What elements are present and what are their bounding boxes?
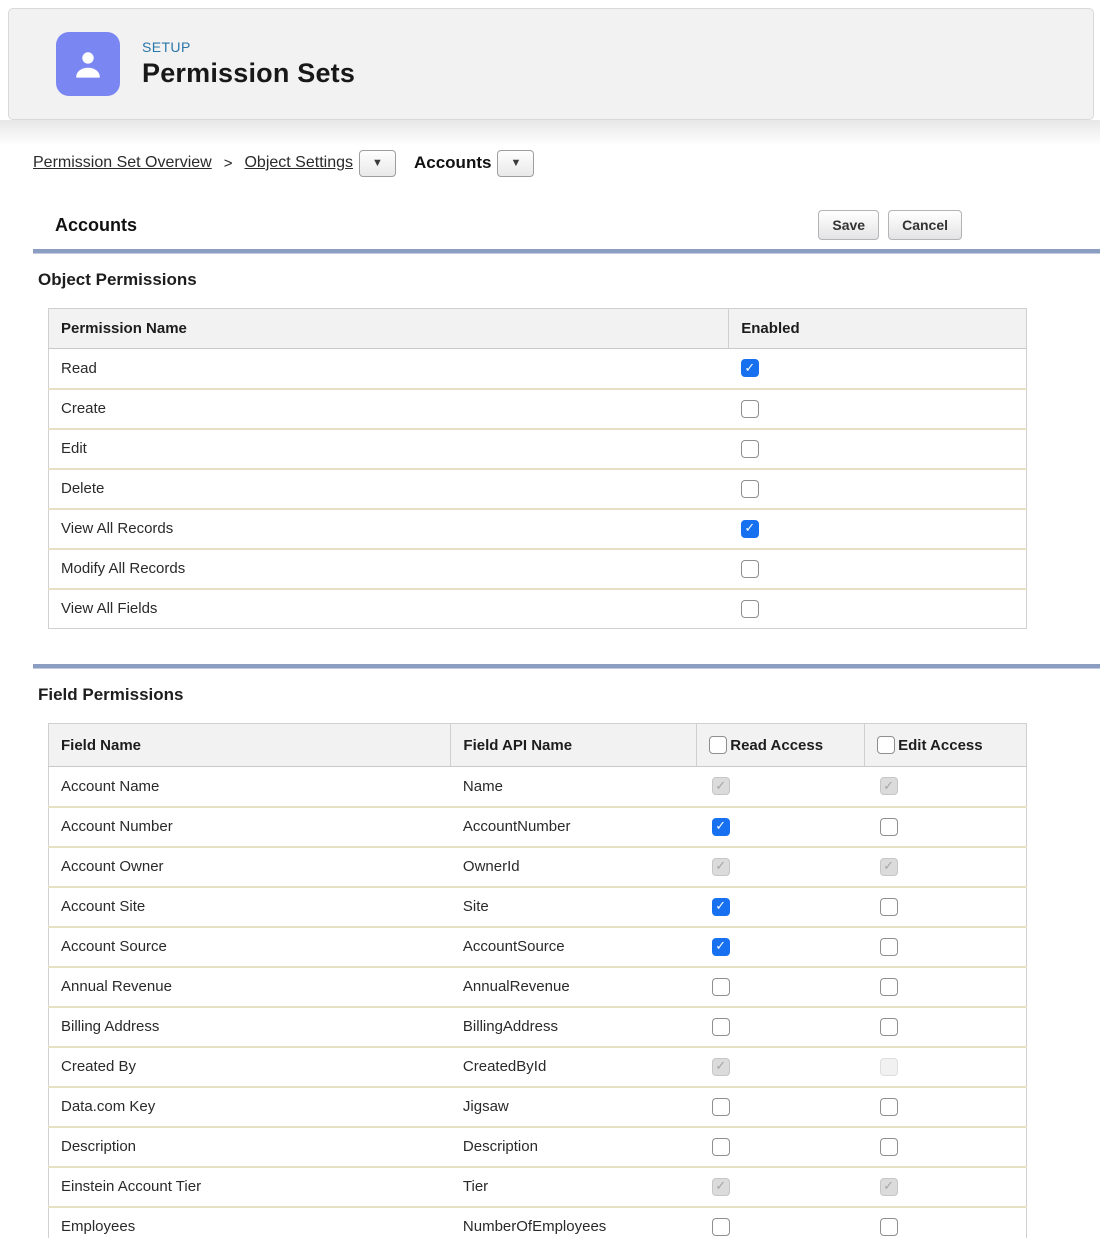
breadcrumb-link-object-settings[interactable]: Object Settings (244, 154, 353, 171)
edit-access-checkbox (880, 858, 898, 876)
read-access-cell (697, 967, 865, 1007)
table-row (49, 1007, 1027, 1047)
header-shadow (0, 120, 1100, 146)
table-row (49, 887, 1027, 927)
field-name-cell: Description (49, 1127, 451, 1167)
edit-access-cell (865, 767, 1027, 807)
column-header-field-name: Field Name (49, 724, 451, 767)
edit-access-checkbox (880, 1178, 898, 1196)
accounts-dropdown-button[interactable] (497, 150, 534, 177)
edit-access-checkbox[interactable] (880, 1138, 898, 1156)
field-name-cell: Einstein Account Tier (49, 1167, 451, 1207)
field-api-name-cell: OwnerId (451, 847, 697, 887)
breadcrumb-separator: > (223, 154, 233, 172)
edit-access-select-all-checkbox[interactable] (877, 736, 895, 754)
edit-access-checkbox[interactable] (880, 1098, 898, 1116)
table-row (49, 807, 1027, 847)
enabled-checkbox[interactable] (741, 600, 759, 618)
field-name-cell: Created By (49, 1047, 451, 1087)
read-access-select-all-checkbox[interactable] (709, 736, 727, 754)
read-access-cell (697, 887, 865, 927)
field-name-cell: Data.com Key (49, 1087, 451, 1127)
field-api-name-cell: NumberOfEmployees (451, 1207, 697, 1238)
chevron-down-icon: ▼ (372, 156, 383, 169)
breadcrumb-current-accounts: Accounts (413, 153, 492, 172)
enabled-cell (729, 349, 1027, 389)
edit-access-cell (865, 1047, 1027, 1087)
object-settings-dropdown-button[interactable] (359, 150, 396, 177)
read-access-cell (697, 767, 865, 807)
edit-access-cell (865, 847, 1027, 887)
permission-name-cell: Delete (49, 469, 729, 509)
table-row (49, 589, 1027, 629)
field-permissions-heading: Field Permissions (38, 685, 184, 704)
section-divider (33, 664, 1100, 669)
read-access-checkbox (712, 777, 730, 795)
read-access-cell (697, 1087, 865, 1127)
table-row (49, 1087, 1027, 1127)
table-row (49, 1127, 1027, 1167)
enabled-cell (729, 429, 1027, 469)
edit-access-cell (865, 1007, 1027, 1047)
page-title: Accounts (55, 214, 138, 235)
permission-name-cell: View All Records (49, 509, 729, 549)
read-access-checkbox[interactable] (712, 938, 730, 956)
chevron-down-icon: ▼ (510, 156, 522, 169)
breadcrumb (33, 148, 1100, 178)
edit-access-checkbox[interactable] (880, 938, 898, 956)
edit-access-label: Edit Access (898, 736, 983, 754)
enabled-cell (729, 549, 1027, 589)
field-name-cell: Account Owner (49, 847, 451, 887)
field-api-name-cell: Description (451, 1127, 697, 1167)
read-access-cell (697, 1007, 865, 1047)
table-row (49, 1167, 1027, 1207)
table-row (49, 509, 1027, 549)
read-access-checkbox[interactable] (712, 1138, 730, 1156)
read-access-checkbox[interactable] (712, 818, 730, 836)
table-row (49, 469, 1027, 509)
enabled-cell (729, 589, 1027, 629)
page-header-title: Permission Sets (142, 58, 356, 88)
enabled-cell (729, 389, 1027, 429)
enabled-checkbox[interactable] (741, 560, 759, 578)
cancel-button[interactable]: Cancel (888, 210, 962, 240)
enabled-checkbox[interactable] (741, 440, 759, 458)
field-name-cell: Annual Revenue (49, 967, 451, 1007)
field-api-name-cell: AccountNumber (451, 807, 697, 847)
table-row (49, 349, 1027, 389)
field-api-name-cell: AnnualRevenue (451, 967, 697, 1007)
field-name-cell: Employees (49, 1207, 451, 1238)
read-access-cell (697, 1207, 865, 1238)
permission-name-cell: Create (49, 389, 729, 429)
enabled-checkbox[interactable] (741, 400, 759, 418)
field-api-name-cell: CreatedById (451, 1047, 697, 1087)
field-api-name-cell: Jigsaw (451, 1087, 697, 1127)
enabled-cell (729, 509, 1027, 549)
edit-access-checkbox[interactable] (880, 978, 898, 996)
object-permissions-table (48, 308, 1027, 629)
table-row (49, 767, 1027, 807)
field-permissions-table (48, 723, 1027, 1238)
table-row (49, 429, 1027, 469)
table-row (49, 549, 1027, 589)
enabled-checkbox[interactable] (741, 480, 759, 498)
edit-access-cell (865, 967, 1027, 1007)
table-row (49, 1047, 1027, 1087)
column-header-read-access (697, 724, 865, 767)
field-api-name-cell: Site (451, 887, 697, 927)
read-access-cell (697, 807, 865, 847)
edit-access-cell (865, 1207, 1027, 1238)
edit-access-checkbox (880, 777, 898, 795)
permission-name-cell: View All Fields (49, 589, 729, 629)
edit-access-cell (865, 1087, 1027, 1127)
table-row (49, 967, 1027, 1007)
edit-access-cell (865, 807, 1027, 847)
read-access-cell (697, 927, 865, 967)
field-name-cell: Billing Address (49, 1007, 451, 1047)
read-access-checkbox[interactable] (712, 1098, 730, 1116)
table-row (49, 847, 1027, 887)
edit-access-checkbox[interactable] (880, 898, 898, 916)
read-access-checkbox (712, 858, 730, 876)
edit-access-cell (865, 887, 1027, 927)
setup-header-card (8, 8, 1094, 120)
read-access-checkbox[interactable] (712, 898, 730, 916)
permission-name-cell: Read (61, 359, 97, 377)
field-api-name-cell: Tier (451, 1167, 697, 1207)
read-access-cell (697, 1167, 865, 1207)
edit-access-cell (865, 927, 1027, 967)
enabled-cell (729, 469, 1027, 509)
read-access-checkbox (712, 1058, 730, 1076)
field-name-cell: Account Site (49, 887, 451, 927)
read-access-cell (697, 847, 865, 887)
edit-access-checkbox[interactable] (880, 818, 898, 836)
field-api-name-cell: BillingAddress (451, 1007, 697, 1047)
read-access-label: Read Access (730, 736, 824, 754)
table-row (49, 1207, 1027, 1238)
edit-access-cell (865, 1127, 1027, 1167)
section-divider (33, 249, 1100, 254)
read-access-cell (697, 1047, 865, 1087)
read-access-cell (697, 1127, 865, 1167)
object-permissions-heading: Object Permissions (38, 270, 197, 289)
field-name-cell: Account Name (61, 777, 160, 795)
save-button[interactable]: Save (818, 210, 879, 240)
read-access-checkbox[interactable] (712, 1018, 730, 1036)
setup-eyebrow: SETUP (142, 39, 191, 55)
enabled-checkbox[interactable] (741, 520, 759, 538)
edit-access-cell (865, 1167, 1027, 1207)
read-access-checkbox (712, 1178, 730, 1196)
column-header-edit-access (865, 724, 1027, 767)
permission-name-cell: Modify All Records (49, 549, 729, 589)
enabled-checkbox[interactable] (741, 359, 759, 377)
field-name-cell: Account Number (49, 807, 451, 847)
edit-access-checkbox (880, 1058, 898, 1076)
column-header-field-api-name: Field API Name (451, 724, 697, 767)
field-name-cell: Account Source (49, 927, 451, 967)
field-api-name-cell: Name (462, 777, 503, 795)
read-access-checkbox[interactable] (712, 1218, 730, 1236)
field-api-name-cell: AccountSource (451, 927, 697, 967)
column-header-enabled: Enabled (729, 309, 1027, 349)
column-header-permission-name: Permission Name (49, 309, 729, 349)
edit-access-checkbox[interactable] (880, 1218, 898, 1236)
edit-access-checkbox[interactable] (880, 1018, 898, 1036)
breadcrumb-link-permission-set-overview[interactable]: Permission Set Overview (33, 154, 212, 171)
table-row (49, 927, 1027, 967)
read-access-checkbox[interactable] (712, 978, 730, 996)
permission-name-cell: Edit (49, 429, 729, 469)
table-row (49, 389, 1027, 429)
user-icon (56, 32, 120, 96)
